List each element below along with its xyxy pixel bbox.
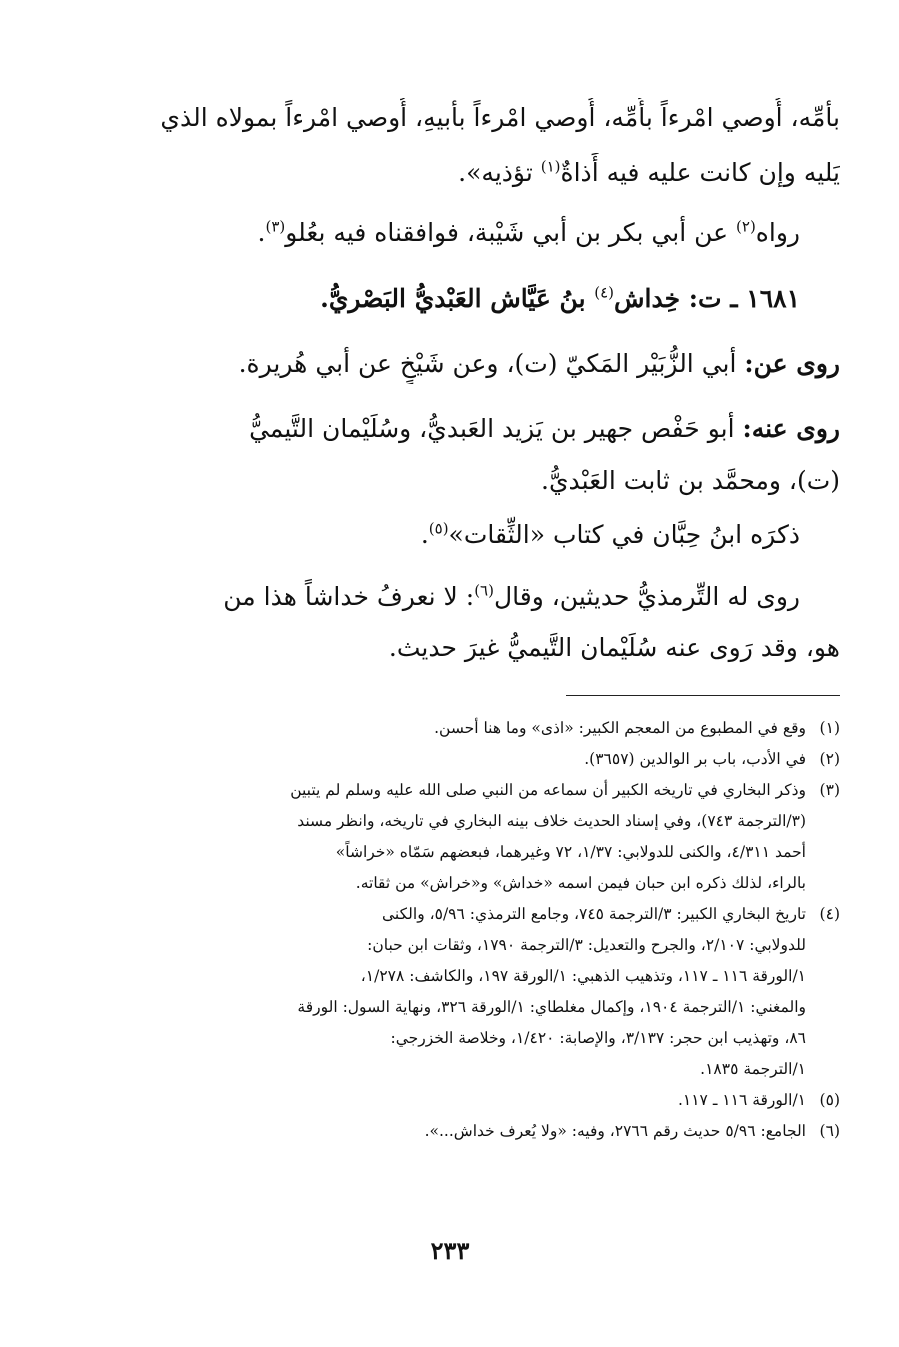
footnote-5: (٥)١/الورقة ١١٦ ـ ١١٧.	[128, 1087, 840, 1113]
footnote-3-line-4: بالراء، لذلك ذكره ابن حبان فيمن اسمه «خداش» و«خراش» من ثقاته.	[355, 874, 806, 892]
footnote-ref-3[interactable]: (٣)	[265, 217, 286, 236]
footnote-4-line-5: ٨٦، وتهذيب ابن حجر: ٣/١٣٧، والإصابة: ١/٤٢٠، وخلاصة الخزرجي:	[390, 1029, 806, 1047]
footnote-number: (٣)	[819, 781, 840, 799]
narrated-by-line-2: (ت)، ومحمَّد بن ثابت العَبْديُّ.	[541, 466, 840, 495]
footnote-number: (١)	[819, 719, 840, 737]
footnote-6: (٦)الجامع: ٥/٩٦ حديث رقم ٢٧٦٦، وفيه: «ولا يُعرف خداش...».	[128, 1118, 840, 1144]
footnote-ref-5[interactable]: (٥)	[428, 519, 449, 538]
footnote-separator	[566, 695, 840, 696]
footnote-number: (٦)	[819, 1122, 840, 1140]
footnote-4-line-2: للدولابي: ٢/١٠٧، والجرح والتعديل: ٣/الترجمة ١٧٩٠، وثقات ابن حبان:	[367, 936, 806, 954]
footnote-3-line-2: (٣/الترجمة ٧٤٣)، وفي إسناد الحديث خلاف بينه البخاري في تاريخه، وانظر مسند	[297, 812, 806, 830]
footnote-3-line-3: أحمد ٤/٣١١، والكنى للدولابي: ١/٣٧، ٧٢ وغيرهما، فبعضهم سَمّاه «خراشاً»	[335, 843, 806, 861]
footnote-4-line-3: ١/الورقة ١١٦ ـ ١١٧، وتذهيب الذهبي: ١/الورقة ١٩٧، والكاشف: ١/٢٧٨،	[360, 967, 806, 985]
footnote-2: (٢)في الأدب، باب بر الوالدين (٣٦٥٧).	[128, 746, 840, 772]
footnote-4-line-4: والمغني: ١/الترجمة ١٩٠٤، وإكمال مغلطاي: ١/الورقة ٣٢٦، ونهاية السول: الورقة	[297, 998, 806, 1016]
narrated-from-line: روى عن: أبي الزُّبَيْر المَكيّ (ت)، وعن شَيْخٍ عن أبي هُريرة.	[238, 349, 840, 378]
narrated-by-line-1: روى عنه: أبو حَفْص جهير بن يَزيد العَبديُّ، وسُلَيْمان التَّيميُّ	[249, 414, 840, 443]
entry-heading: ١٦٨١ ـ ت: خِداش$^{(٤)}$ بنُ عَيَّاش العَبْديُّ البَصْريُّ.	[320, 283, 800, 313]
footnote-number: (٢)	[819, 750, 840, 768]
footnote-ref-4[interactable]: (٤)	[594, 283, 615, 302]
footnote-3: (٣)وذكر البخاري في تاريخه الكبير أن سماعه من النبي صلى الله عليه وسلم لم يتبين	[128, 777, 840, 803]
footnote-ref-6[interactable]: (٦)	[474, 581, 494, 600]
tirmidhi-line-1: روى له التِّرمذيُّ حديثين، وقال$^{(٦)}$: لا نعرفُ خداشاً هذا من	[223, 581, 800, 611]
footnote-number: (٥)	[819, 1091, 840, 1109]
body-line-1: بأمِّه، أُوصي امْرءاً بأُمِّه، أُوصي امْرءاً بأبيهِ، أُوصي امْرءاً بمولاه الذي	[160, 103, 840, 132]
footnote-number: (٤)	[819, 905, 840, 923]
footnote-1: (١)وقع في المطبوع من المعجم الكبير: «اذى» وما هنا أحسن.	[128, 715, 840, 741]
footnote-4-line-6: ١/الترجمة ١٨٣٥.	[700, 1060, 806, 1078]
mentioned-by-line: ذكرَه ابنُ حِبَّان في كتاب «الثِّقات»$^{(٥)}$.	[420, 519, 800, 549]
footnote-ref-1[interactable]: (١)	[540, 157, 561, 176]
page-number: ٢٣٣	[430, 1236, 470, 1265]
body-line-2: يَليه وإن كانت عليه فيه أَذاةٌ$^{(١)}$ تؤذيه».	[458, 157, 840, 187]
narration-line: رواه$^{(٢)}$ عن أبي بكر بن أبي شَيْبة، فوافقناه فيه بعُلو$^{(٣)}$.	[257, 217, 800, 247]
footnote-ref-2[interactable]: (٢)	[736, 217, 756, 236]
footnote-4: (٤)تاريخ البخاري الكبير: ٣/الترجمة ٧٤٥، وجامع الترمذي: ٥/٩٦، والكنى	[128, 901, 840, 927]
tirmidhi-line-2: هو، وقد رَوى عنه سُلَيْمان التَّيميُّ غيرَ حديث.	[388, 633, 840, 662]
